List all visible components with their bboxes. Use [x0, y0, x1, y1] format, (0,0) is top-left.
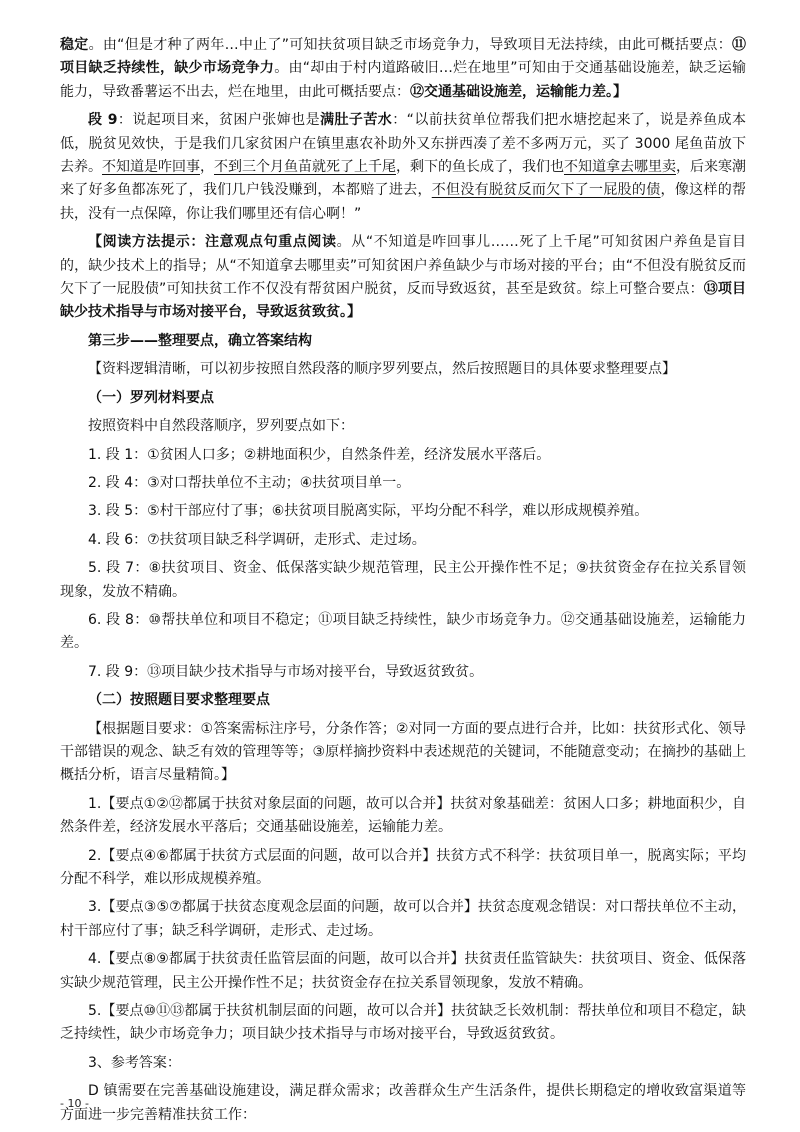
- list-item: 2.【要点④⑥都属于扶贫方式层面的问题，故可以合并】扶贫方式不科学：扶贫项目单一，脱离实际；平均分配不科学，难以形成规模养殖。: [60, 847, 746, 887]
- body-text: ，: [200, 159, 214, 176]
- section-2-note: 【根据题目要求：①答案需标注序号，分条作答；②对同一方面的要点进行合并，比如：扶贫形式化、领导干部错误的观念、缺乏有效的管理等等；③原样摘抄资料中表述规范的关键词，不能随意变动；在摘抄的基础上概括分析，语言尽量精简。】: [60, 720, 746, 784]
- body-text: ：“以前扶贫单位帮我们把水塘挖起来了，说是养鱼成本低，脱贫见效快，于是我们几家贫困户在镇里惠农补助外又东拼西凑了差不多两万元，买了 3000 尾鱼苗放下去养。: [60, 112, 746, 176]
- step-3-note: 【资料逻辑清晰，可以初步按照自然段落的顺序罗列要点，然后按照题目的具体要求整理要点】: [88, 361, 676, 378]
- list-item: 3.【要点③⑤⑦都属于扶贫态度观念层面的问题，故可以合并】扶贫态度观念错误：对口帮扶单位不主动，村干部应付了事；缺乏科学调研，走形式、走过场。: [60, 899, 746, 939]
- body-text: ，后来寒潮来了好多鱼都冻死了，我们几户钱没赚到，本都赔了进去，: [60, 159, 746, 199]
- key-point-11: ⑪项目缺乏持续性，缺少市场竞争力: [60, 37, 746, 77]
- underlined-text: 不但没有脱贫反而欠下了一屁股的债: [431, 182, 661, 199]
- key-point-12: ⑫交通基础设施差，运输能力差。】: [410, 83, 627, 100]
- list-item: 1.【要点①②⑫都属于扶贫对象层面的问题，故可以合并】扶贫对象基础差：贫困人口多；耕地面积少，自然条件差，经济发展水平落后；交通基础设施差，运输能力差。: [60, 795, 746, 836]
- paragraph-summary-8: [60, 34, 746, 104]
- list-item: 4. 段 6：⑦扶贫项目缺乏科学调研，走形式、走过场。: [88, 531, 426, 548]
- list-item: 2. 段 4：③对口帮扶单位不主动；④扶贫项目单一。: [88, 474, 411, 491]
- list-item: 3. 段 5：⑤村干部应付了事；⑥扶贫项目脱离实际，平均分配不科学，难以形成规模养殖。: [88, 503, 649, 520]
- body-text: 。由“却由于村内道路破旧…烂在地里”可知由于交通基础设施差，缺乏运输能力，导致番薯运不出去，烂在地里，由此可概括要点：: [60, 60, 746, 100]
- document-page: [60, 34, 746, 1132]
- merged-points-list: [60, 793, 746, 1047]
- points-list: [60, 444, 746, 685]
- list-item: 7. 段 9：⑬项目缺少技术指导与市场对接平台，导致返贫致贫。: [88, 663, 484, 680]
- key-point-13: ⑬项目缺少技术指导与市场对接平台，导致返贫致贫。】: [60, 281, 746, 321]
- list-item: 5.【要点⑩⑪⑬都属于扶贫机制层面的问题，故可以合并】扶贫缺乏长效机制：帮扶单位和项目不稳定，缺乏持续性，缺少市场竞争力；项目缺少技术指导与市场对接平台，导致返贫致贫。: [60, 1003, 746, 1043]
- list-item: 1. 段 1：①贫困人口多；②耕地面积少，自然条件差，经济发展水平落后。: [88, 446, 551, 463]
- step-3-heading: 第三步——整理要点，确立答案结构: [88, 332, 312, 349]
- section-label: 段 9: [88, 112, 118, 129]
- body-text: ：说起项目来，贫困户张婶也是: [117, 112, 321, 129]
- reference-answer-label: 3、参考答案：: [88, 1054, 181, 1071]
- body-text: ，剩下的鱼长成了，我们也: [396, 159, 564, 176]
- page-number: - 10 -: [60, 1097, 89, 1110]
- section-1-heading: （一）罗列材料要点: [88, 389, 214, 406]
- section-2-heading: （二）按照题目要求整理要点: [88, 692, 270, 709]
- paragraph-section-9: [60, 109, 746, 226]
- underlined-text: 不到三个月鱼苗就死了上千尾: [214, 159, 396, 176]
- reading-tip-label: 【阅读方法提示：注意观点句重点阅读: [88, 234, 337, 251]
- section-1-intro: 按照资料中自然段落顺序，罗列要点如下：: [88, 418, 354, 435]
- body-text: 。从“不知道是咋回事儿……死了上千尾”可知贫困户养鱼是盲目的，缺少技术上的指导；从“不知道拿去哪里卖”可知贫困户养鱼缺少与市场对接的平台；由“不但没有脱贫反而欠下了一屁股债”可知扶贫工作不仅没有帮贫困户脱贫，反而导致返贫，甚至是致贫。综上可整合要点：: [60, 234, 746, 298]
- reference-answer-text: D 镇需要在完善基础设施建设，满足群众需求；改善群众生产生活条件，提供长期稳定的增收致富渠道等方面进一步完善精准扶贫工作：: [60, 1083, 746, 1123]
- list-item: 4.【要点⑧⑨都属于扶贫责任监管层面的问题，故可以合并】扶贫责任监管缺失：扶贫项目、资金、低保落实缺少规范管理，民主公开操作性不足；扶贫资金存在拉关系冒领现象，发放不精确。: [60, 951, 746, 991]
- reading-tip-paragraph: [60, 231, 746, 325]
- body-text: 。由“但是才种了两年…中止了”可知扶贫项目缺乏市场竞争力，导致项目无法持续，由此可概括要点：: [88, 37, 732, 53]
- bold-text: 稳定: [60, 37, 89, 53]
- body-text: ，像这样的帮扶，没有一点保障，你让我们哪里还有信心啊！”: [60, 182, 747, 222]
- list-item: 6. 段 8：⑩帮扶单位和项目不稳定；⑪项目缺乏持续性，缺少市场竞争力。⑫交通基础设施差，运输能力差。: [60, 611, 746, 652]
- underlined-text: 不知道拿去哪里卖: [564, 159, 676, 176]
- underlined-text: 不知道是咋回事: [102, 159, 200, 176]
- list-item: 5. 段 7：⑧扶贫项目、资金、低保落实缺少规范管理，民主公开操作性不足；⑨扶贫资金存在拉关系冒领现象，发放不精确。: [60, 560, 746, 600]
- bold-text: 满肚子苦水: [320, 112, 393, 129]
